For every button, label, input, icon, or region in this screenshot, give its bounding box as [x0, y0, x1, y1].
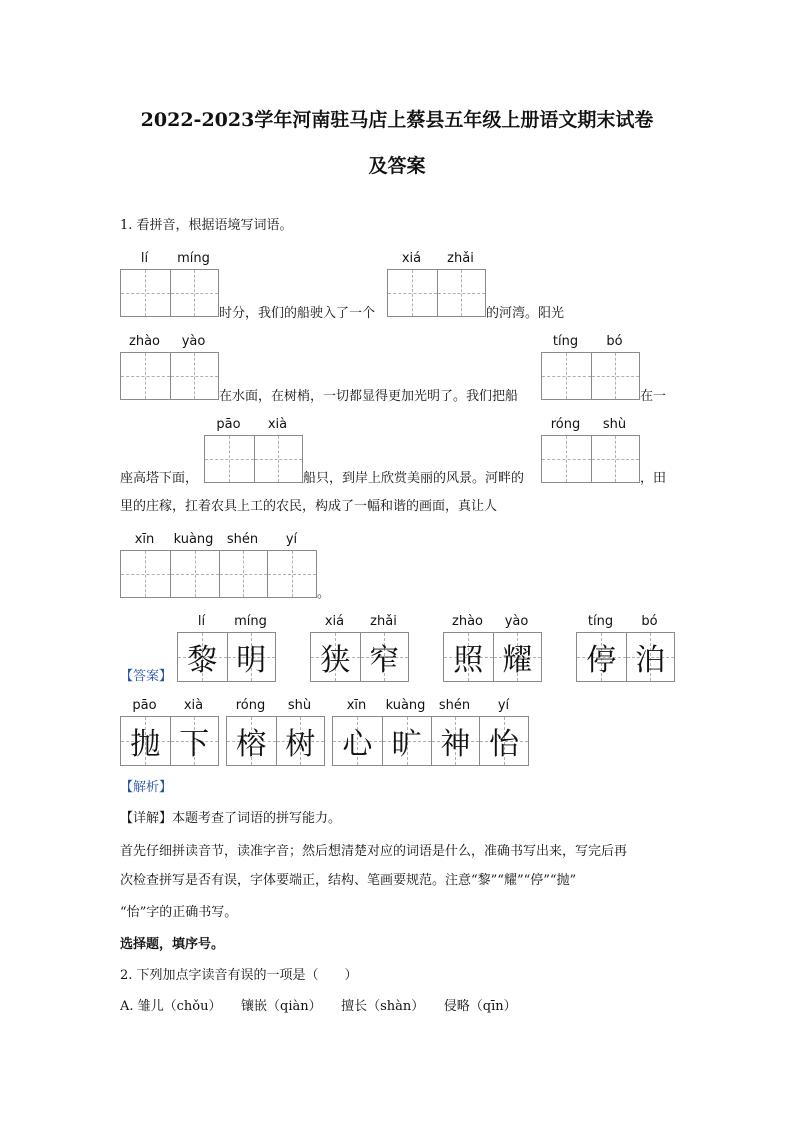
writing-grid[interactable] [120, 352, 219, 400]
question-2-stem: 2. 下列加点字读音有误的一项是（ ） [120, 968, 358, 983]
grid-cell [431, 717, 480, 765]
analysis-line: 次检查拼写是否有误，字体要端正，结构、笔画要规范。注意“黎”“耀”“停”“抛” [120, 873, 577, 888]
grid-cell [227, 717, 276, 765]
grid-cell[interactable] [388, 270, 437, 316]
passage-text: 的河湾。阳光 [486, 306, 565, 321]
grid-cell [577, 633, 626, 681]
writing-grid[interactable] [541, 435, 640, 483]
writing-grid[interactable] [387, 269, 486, 317]
pinyin-label: xià [183, 698, 204, 713]
option-a[interactable]: A. 雏儿（chǒu） 镶嵌（qiàn） 擅长（shàn） 侵略（qīn） [120, 999, 517, 1014]
grid-cell[interactable] [170, 551, 219, 597]
grid-cell[interactable] [267, 551, 316, 597]
passage-text: 里的庄稼，扛着农具上工的农民，构成了一幅和谐的画面，真让人 [120, 499, 498, 514]
passage-text: 时分，我们的船驶入了一个 [219, 306, 376, 321]
grid-cell [333, 717, 382, 765]
grid-cell [276, 717, 325, 765]
answer-char: 榕 [236, 727, 267, 762]
pinyin-label: yí [497, 698, 510, 713]
section-heading: 选择题，填序号。 [120, 937, 225, 952]
pinyin-label: pāo [132, 698, 157, 713]
passage-text: 在水面，在树梢，一切都显得更加光明了。我们把船 [219, 389, 519, 404]
grid-cell [227, 633, 276, 681]
grid-cell [121, 717, 170, 765]
answer-char: 耀 [502, 643, 533, 678]
answer-char: 明 [236, 643, 267, 678]
passage-text: 。 [317, 586, 331, 601]
answer-char: 树 [285, 727, 316, 762]
grid-cell[interactable] [254, 436, 303, 482]
answer-grid [310, 632, 409, 682]
pinyin-label: xià [267, 417, 288, 432]
pinyin-label: bó [641, 614, 658, 629]
pinyin-label: tíng [587, 614, 614, 629]
pinyin-label: xīn [346, 698, 367, 713]
grid-cell[interactable] [542, 436, 591, 482]
grid-cell[interactable] [542, 353, 591, 399]
answer-char: 窄 [369, 643, 400, 678]
pinyin-label: kuàng [173, 532, 214, 547]
pinyin-label: yào [504, 614, 529, 629]
pinyin-label: míng [234, 614, 267, 629]
writing-grid[interactable] [204, 435, 303, 483]
page-title [60, 97, 734, 189]
detail-text: 本题考查了词语的拼写能力。 [172, 811, 342, 826]
answer-char: 下 [179, 727, 210, 762]
passage-text: 座高塔下面， [120, 471, 199, 486]
pinyin-label: róng [550, 417, 581, 432]
grid-cell[interactable] [437, 270, 486, 316]
question-1-stem: 1. 看拼音，根据语境写词语。 [120, 218, 293, 233]
analysis-tag: 【解析】 [120, 780, 173, 795]
pinyin-label: lí [140, 251, 149, 266]
grid-cell[interactable] [205, 436, 254, 482]
pinyin-label: zhǎi [447, 251, 474, 266]
grid-cell[interactable] [219, 551, 268, 597]
pinyin-label: tíng [552, 334, 579, 349]
passage-text: ，田 [640, 471, 667, 486]
answer-grid [332, 716, 529, 766]
analysis-detail [120, 810, 341, 828]
grid-cell [626, 633, 675, 681]
pinyin-label: yí [285, 532, 298, 547]
pinyin-label: xīn [134, 532, 155, 547]
pinyin-label: bó [606, 334, 623, 349]
answer-tag: 【答案】 [120, 669, 173, 684]
answer-char: 抛 [130, 727, 161, 762]
answer-grid [177, 632, 276, 682]
answer-char: 狭 [320, 643, 351, 678]
pinyin-label: shén [438, 698, 471, 713]
pinyin-label: xiá [324, 614, 345, 629]
grid-cell[interactable] [170, 353, 219, 399]
grid-cell [444, 633, 493, 681]
pinyin-label: lí [197, 614, 206, 629]
pinyin-label: kuàng [385, 698, 426, 713]
answer-grid [576, 632, 675, 682]
title-line-1: 2022-2023学年河南驻马店上蔡县五年级上册语文期末试卷 [140, 109, 654, 131]
grid-cell[interactable] [121, 353, 170, 399]
pinyin-label: míng [177, 251, 210, 266]
writing-grid[interactable] [120, 550, 317, 598]
title-line-2: 及答案 [368, 155, 426, 177]
grid-cell [479, 717, 528, 765]
pinyin-label: pāo [216, 417, 241, 432]
grid-cell [360, 633, 409, 681]
pinyin-label: xiá [401, 251, 422, 266]
answer-grid [120, 716, 219, 766]
grid-cell [493, 633, 542, 681]
grid-cell[interactable] [170, 270, 219, 316]
pinyin-label: yào [181, 334, 206, 349]
pinyin-label: shù [602, 417, 627, 432]
pinyin-label: zhào [129, 334, 160, 349]
pinyin-label: róng [235, 698, 266, 713]
pinyin-label: zhǎi [370, 614, 397, 629]
answer-grid [443, 632, 542, 682]
answer-char: 怡 [489, 727, 520, 762]
passage-text: 在一 [640, 389, 667, 404]
grid-cell [178, 633, 227, 681]
grid-cell [382, 717, 431, 765]
analysis-line: “怡”字的正确书写。 [120, 905, 238, 920]
answer-char: 泊 [635, 643, 666, 678]
analysis-line: 首先仔细拼读音节，读准字音；然后想清楚对应的词语是什么，准确书写出来，写完后再 [120, 844, 628, 859]
grid-cell[interactable] [121, 270, 170, 316]
writing-grid[interactable] [541, 352, 640, 400]
detail-tag: 【详解】 [120, 811, 173, 826]
pinyin-label: zhào [452, 614, 483, 629]
pinyin-label: shén [226, 532, 259, 547]
answer-char: 神 [440, 727, 471, 762]
grid-cell[interactable] [121, 551, 170, 597]
answer-char: 旷 [391, 727, 422, 762]
grid-cell[interactable] [591, 436, 640, 482]
answer-char: 停 [586, 643, 617, 678]
answer-char: 心 [342, 727, 373, 762]
passage-text: 船只，到岸上欣赏美丽的风景。河畔的 [303, 471, 525, 486]
answer-char: 黎 [187, 643, 218, 678]
grid-cell[interactable] [591, 353, 640, 399]
grid-cell [170, 717, 219, 765]
answer-grid [226, 716, 325, 766]
writing-grid[interactable] [120, 269, 219, 317]
pinyin-label: shù [287, 698, 312, 713]
answer-char: 照 [453, 643, 484, 678]
grid-cell [311, 633, 360, 681]
